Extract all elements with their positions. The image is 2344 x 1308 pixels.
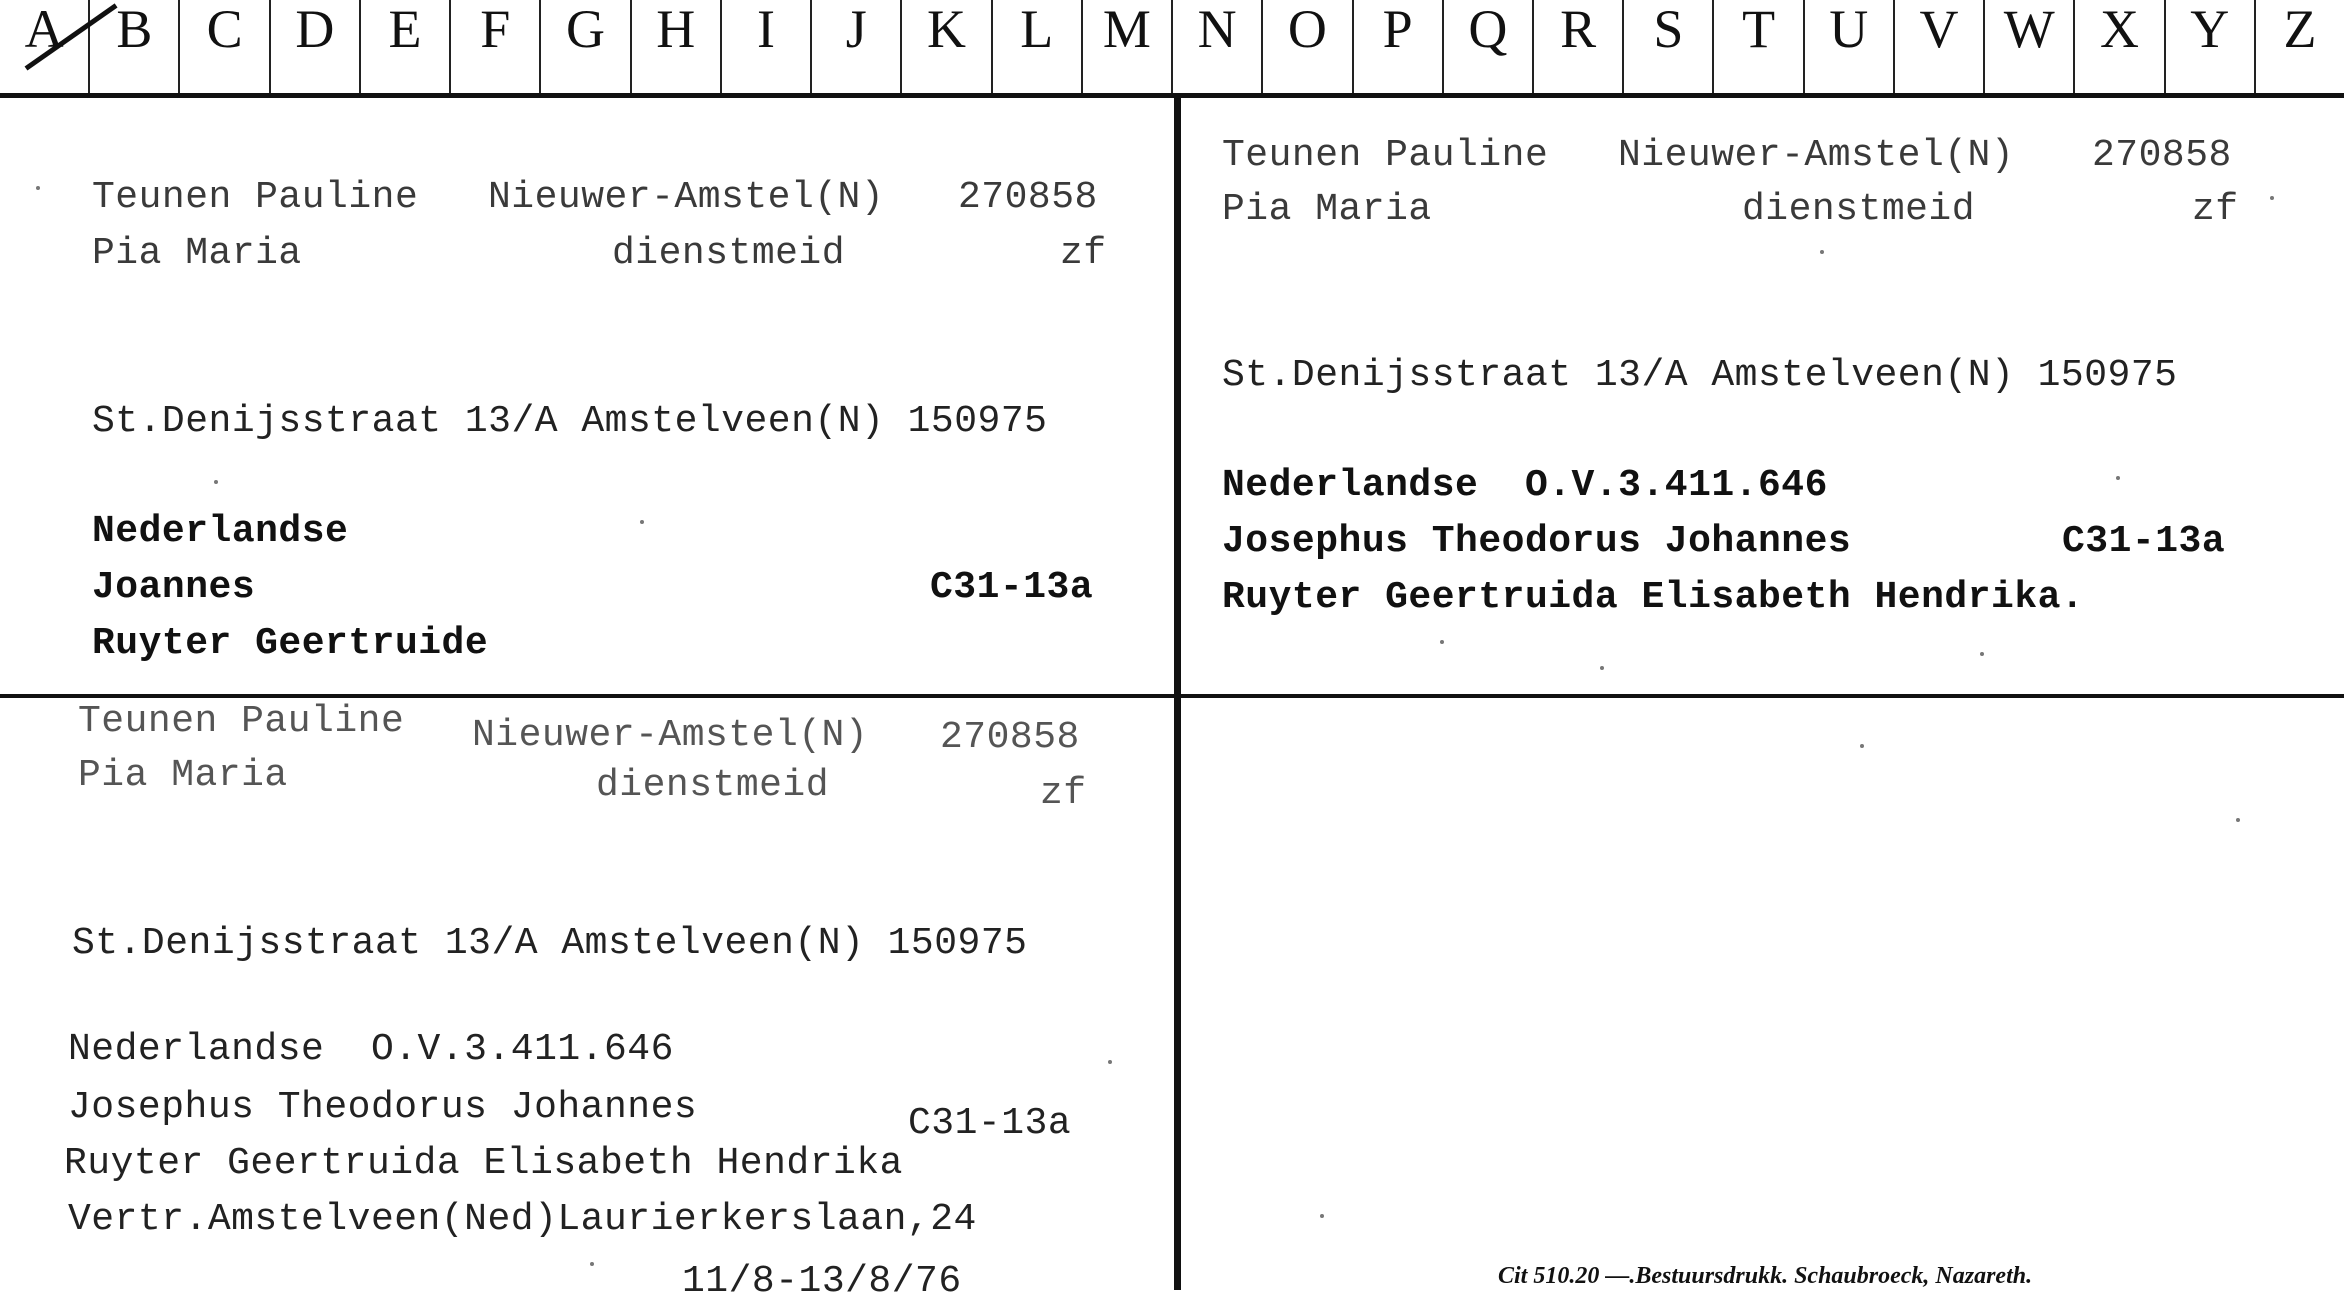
scan-speck (214, 480, 218, 484)
card1-father: Joannes (92, 566, 256, 609)
card2-status: zf (2192, 188, 2239, 231)
alphabet-letter-r: R (1534, 0, 1624, 93)
card1-address: St.Denijsstraat 13/A Amstelveen(N) 150975 (92, 400, 1048, 443)
alphabet-letter-t: T (1714, 0, 1804, 93)
alphabet-letter-l: L (993, 0, 1083, 93)
scan-speck (1820, 250, 1824, 254)
card3-address: St.Denijsstraat 13/A Amstelveen(N) 150975 (72, 922, 1028, 965)
alphabet-letter-o: O (1263, 0, 1353, 93)
alphabet-letter-i: I (722, 0, 812, 93)
card3-birthdate: 270858 (940, 716, 1080, 759)
card3-father: Josephus Theodorus Johannes (68, 1086, 698, 1129)
card3-occupation: dienstmeid (596, 764, 830, 807)
alphabet-letter-q: Q (1444, 0, 1534, 93)
alphabet-letter-d: D (271, 0, 361, 93)
card1-nationality: Nederlandse (92, 510, 349, 553)
alphabet-letter-y: Y (2166, 0, 2256, 93)
card2-code: C31-13a (2062, 520, 2226, 563)
card2-birthdate: 270858 (2092, 134, 2232, 177)
alphabet-letter-w: W (1985, 0, 2075, 93)
scan-speck (2270, 196, 2274, 200)
alphabet-letter-p: P (1354, 0, 1444, 93)
alphabet-letter-h: H (632, 0, 722, 93)
alphabet-letter-g: G (541, 0, 631, 93)
horizontal-divider (0, 694, 2344, 698)
card3-status: zf (1040, 772, 1087, 815)
card2-birthplace: Nieuwer-Amstel(N) (1618, 134, 2015, 177)
alphabet-letter-f: F (451, 0, 541, 93)
card3-given-names: Pia Maria (78, 754, 288, 797)
card2-occupation: dienstmeid (1742, 188, 1976, 231)
card2-surname: Teunen Pauline (1222, 134, 1549, 177)
scan-speck (590, 1262, 594, 1266)
card1-birthplace: Nieuwer-Amstel(N) (488, 176, 885, 219)
alphabet-letter-j: J (812, 0, 902, 93)
alphabet-letter-n: N (1173, 0, 1263, 93)
card3-surname: Teunen Pauline (78, 700, 405, 743)
scan-speck (1860, 744, 1864, 748)
scan-speck (1600, 666, 1604, 670)
printer-imprint: Cit 510.20 —.Bestuursdrukk. Schaubroeck, Nazareth. (1498, 1263, 2033, 1289)
scan-speck (640, 520, 644, 524)
card3-birthplace: Nieuwer-Amstel(N) (472, 714, 869, 757)
card3-code: C31-13a (908, 1102, 1072, 1145)
card3-nationality-line: Nederlandse O.V.3.411.646 (68, 1028, 674, 1071)
alphabet-letter-a: A (0, 0, 90, 93)
card2-address: St.Denijsstraat 13/A Amstelveen(N) 150975 (1222, 354, 2178, 397)
card1-surname: Teunen Pauline (92, 176, 419, 219)
card3-mother: Ruyter Geertruida Elisabeth Hendrika (64, 1142, 903, 1185)
alphabet-index-bar (0, 0, 2344, 98)
alphabet-letter-x: X (2075, 0, 2165, 93)
scan-speck (1108, 1060, 1112, 1064)
card1-status: zf (1060, 232, 1107, 275)
alphabet-letter-e: E (361, 0, 451, 93)
alphabet-letter-z: Z (2283, 0, 2317, 59)
scan-speck (36, 186, 40, 190)
card2-mother: Ruyter Geertruida Elisabeth Hendrika. (1222, 576, 2085, 619)
card1-given-names: Pia Maria (92, 232, 302, 275)
alphabet-letter-c: C (180, 0, 270, 93)
scan-speck (2236, 818, 2240, 822)
alphabet-letter-u: U (1805, 0, 1895, 93)
card2-father: Josephus Theodorus Johannes (1222, 520, 1852, 563)
card1-birthdate: 270858 (958, 176, 1098, 219)
card2-given-names: Pia Maria (1222, 188, 1432, 231)
scan-speck (1980, 652, 1984, 656)
card1-mother: Ruyter Geertruide (92, 622, 489, 665)
alphabet-letter-s: S (1624, 0, 1714, 93)
card2-nationality-line: Nederlandse O.V.3.411.646 (1222, 464, 1828, 507)
alphabet-letter-m: M (1083, 0, 1173, 93)
alphabet-letter-v: V (1895, 0, 1985, 93)
scan-speck (2116, 476, 2120, 480)
card3-dates: 11/8-13/8/76 (682, 1260, 962, 1303)
card3-departure: Vertr.Amstelveen(Ned)Laurierkerslaan,24 (68, 1198, 977, 1241)
scan-speck (1440, 640, 1444, 644)
alphabet-letter-k: K (902, 0, 992, 93)
scan-speck (1320, 1214, 1324, 1218)
card1-code: C31-13a (930, 566, 1094, 609)
card1-occupation: dienstmeid (612, 232, 846, 275)
alphabet-letter-b: B (90, 0, 180, 93)
